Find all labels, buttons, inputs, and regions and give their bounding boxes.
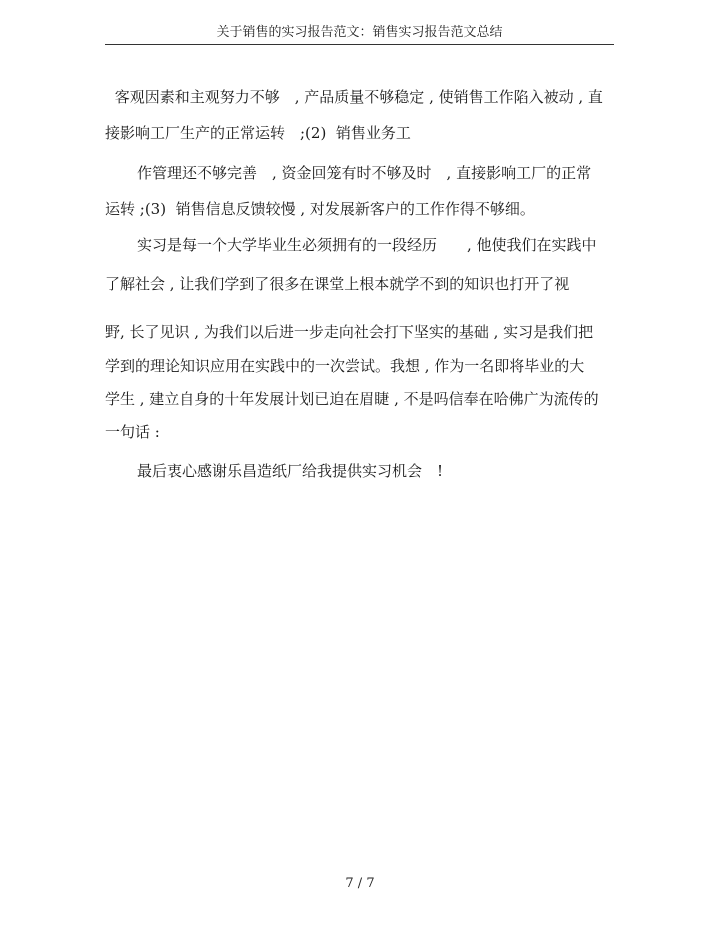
page-number: 7 / 7 xyxy=(345,876,375,891)
paragraph-line: 一句话 : xyxy=(105,423,160,441)
page-footer xyxy=(0,875,720,893)
page-header xyxy=(105,24,614,45)
paragraph-line: 学到的理论知识应用在实践中的一次尝试。我想 , 作为一名即将毕业的大 xyxy=(105,357,585,375)
paragraph-line: 最后衷心感谢乐昌造纸厂给我提供实习机会 ! xyxy=(137,462,444,480)
paragraph-line: 了解社会 , 让我们学到了很多在课堂上根本就学不到的知识也打开了视 xyxy=(105,275,570,293)
document-title: 关于销售的实习报告范文：销售实习报告范文总结 xyxy=(216,25,503,40)
paragraph-line: 学生 , 建立自身的十年发展计划已迫在眉睫 , 不是吗信奉在哈佛广为流传的 xyxy=(105,390,599,408)
paragraph-line: 野, 长了见识 , 为我们以后进一步走向社会打下坚实的基础 , 实习是我们把 xyxy=(105,323,594,341)
paragraph-line: 客观因素和主观努力不够 , 产品质量不够稳定 , 使销售工作陷入被动 , 直 xyxy=(110,88,603,106)
paragraph-line: 实习是每一个大学毕业生必须拥有的一段经历 , 他使我们在实践中 xyxy=(137,236,597,254)
paragraph-line: 接影响工厂生产的正常运转 ;(2) 销售业务工 xyxy=(105,124,411,142)
paragraph-line: 作管理还不够完善 , 资金回笼有时不够及时 , 直接影响工厂的正常 xyxy=(137,164,592,182)
paragraph-line: 运转 ;(3) 销售信息反馈较慢 , 对发展新客户的工作作得不够细。 xyxy=(105,200,535,218)
